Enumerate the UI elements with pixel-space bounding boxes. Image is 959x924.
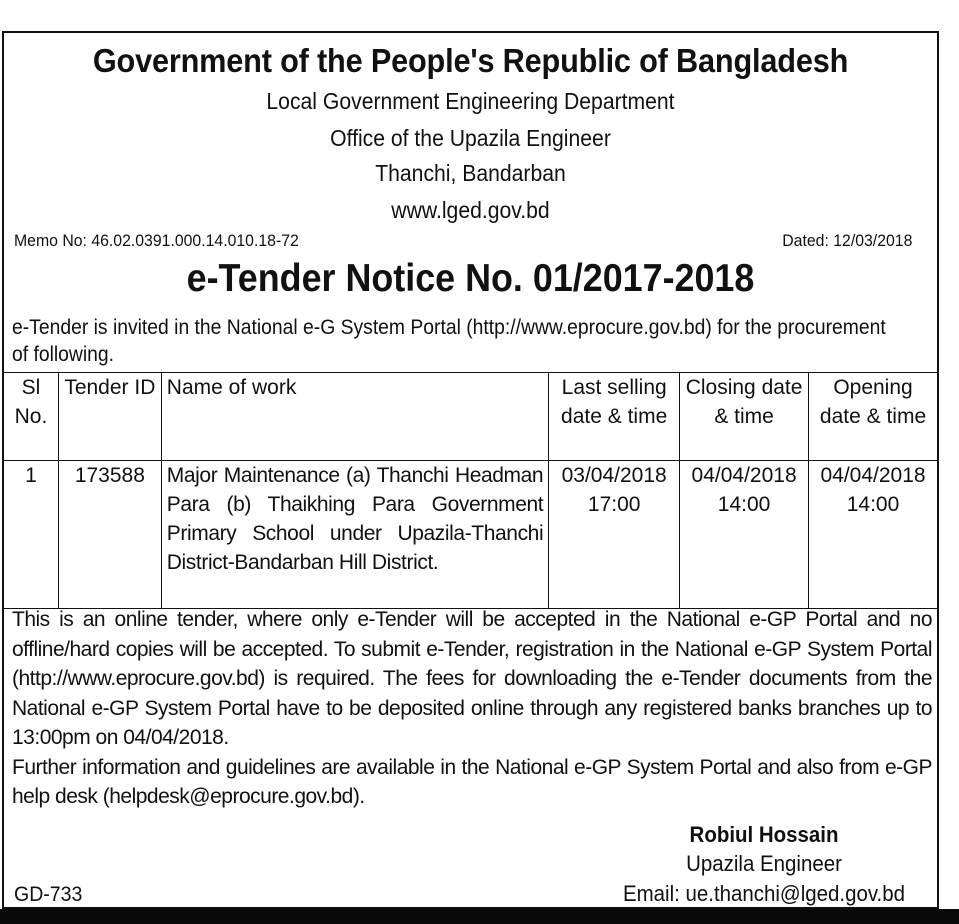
signatory-email[interactable]: Email: ue.thanchi@lged.gov.bd bbox=[622, 881, 905, 906]
department-name: Local Government Engineering Department bbox=[266, 88, 675, 114]
table-row bbox=[4, 461, 937, 609]
row-last-selling bbox=[549, 461, 680, 609]
row-name-of-work bbox=[161, 461, 548, 609]
header-name-of-work: Name of work bbox=[161, 373, 548, 461]
page-edge bbox=[942, 0, 959, 924]
body-text bbox=[12, 605, 932, 812]
office-name: Office of the Upazila Engineer bbox=[330, 125, 611, 151]
body-paragraph-2: Further information and guidelines are available in the National e-GP System Portal and also from e-GP help desk (helpdesk@eprocure.gov.bd). bbox=[12, 755, 932, 808]
intro-text: e-Tender is invited in the National e-G System Portal (http://www.eprocure.gov.bd) for the procurement of following. bbox=[12, 316, 886, 366]
row-opening bbox=[809, 461, 937, 609]
header-last-selling: Last selling date & time bbox=[549, 373, 680, 461]
work-description: Major Maintenance (a) Thanchi Headman Para (b) Thaikhing Para Government Primary School under Upazila-Thanchi District-Bandarban Hill District. bbox=[166, 464, 544, 574]
last-selling-time: 17:00 bbox=[587, 493, 641, 516]
last-selling-date: 03/04/2018 bbox=[561, 464, 667, 487]
table-header-row bbox=[4, 373, 937, 461]
closing-date: 04/04/2018 bbox=[691, 464, 797, 487]
row-sl: 1 bbox=[4, 461, 58, 609]
memo-number: Memo No: 46.02.0391.000.14.010.18-72 bbox=[14, 231, 299, 250]
row-tender-id: 173588 bbox=[58, 461, 161, 609]
office-location: Thanchi, Bandarban bbox=[375, 160, 566, 186]
header-opening: Opening date & time bbox=[809, 373, 937, 461]
header-closing: Closing date & time bbox=[680, 373, 809, 461]
header-sl: Sl No. bbox=[4, 373, 58, 461]
government-title: Government of the People's Republic of Bangladesh bbox=[92, 42, 849, 79]
tender-notice bbox=[2, 31, 939, 909]
signatory-title: Upazila Engineer bbox=[686, 851, 842, 876]
footer-code: GD-733 bbox=[14, 883, 83, 906]
tender-table bbox=[4, 372, 937, 609]
opening-date: 04/04/2018 bbox=[820, 464, 926, 487]
body-paragraph-1: This is an online tender, where only e-Tender will be accepted in the National e-GP Portal and no offline/hard copies will be accepted. To submit e-Tender, registration in the National e-GP System Portal (http://www.eprocure.gov.bd) is required. The fees for downloading the e-Tender documents from the National e-GP System Portal have to be deposited online through any registered banks branches up to 13:00pm on 04/04/2018. bbox=[12, 608, 932, 749]
closing-time: 14:00 bbox=[717, 493, 771, 516]
header-tender-id: Tender ID bbox=[58, 373, 161, 461]
website-link[interactable]: www.lged.gov.bd bbox=[391, 197, 550, 223]
row-closing bbox=[680, 461, 809, 609]
notice-title: e-Tender Notice No. 01/2017-2018 bbox=[186, 257, 755, 300]
memo-row bbox=[14, 231, 913, 251]
opening-time: 14:00 bbox=[846, 493, 900, 516]
signatory-name: Robiul Hossain bbox=[689, 822, 839, 847]
bottom-bar bbox=[0, 909, 959, 924]
memo-date: Dated: 12/03/2018 bbox=[782, 231, 913, 250]
